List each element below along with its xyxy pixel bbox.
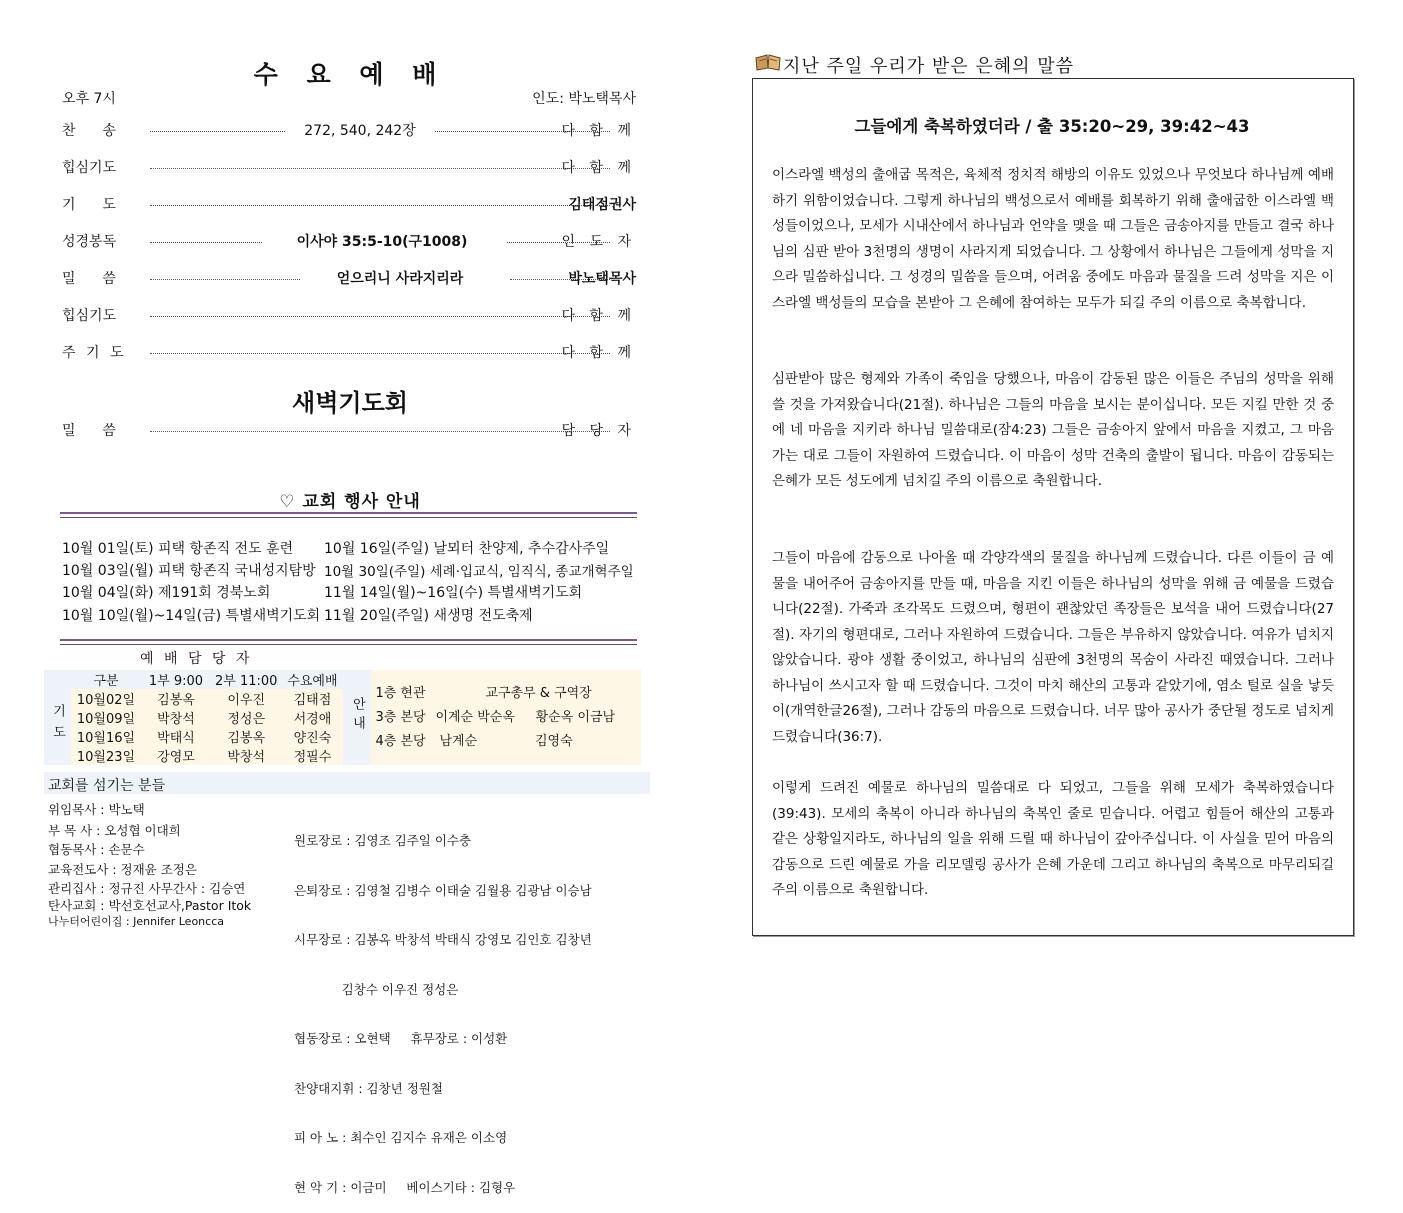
book-icon	[754, 52, 782, 76]
staff-item: 시무장로 : 김봉옥 박창석 박태식 강영모 김인호 김창년	[294, 932, 592, 947]
order-responsible: 인 도 자	[561, 234, 636, 250]
event-item: 10월 03일(월) 피택 항존직 국내성지탐방	[62, 563, 316, 579]
staff-title: 교회를 섬기는 분들	[48, 778, 166, 794]
staff-item: 나누터어린이집 : Jennifer Leoncca	[48, 915, 224, 928]
order-label: 성경봉독	[62, 234, 117, 250]
duty-table	[44, 670, 641, 765]
staff-item: 부 목 사 : 오성협 이대희	[48, 822, 181, 838]
duty-date: 10월09일	[71, 708, 141, 727]
duty-date: 10월23일	[71, 746, 141, 765]
order-label: 주 기 도	[62, 345, 127, 361]
staff-item: 탄사교회 : 박선호선교사,Pastor Itok	[48, 897, 252, 913]
sermon-paragraph: 이렇게 드려진 예물로 하나님의 밀씀대로 다 되었고, 그들을 위해 모세가 축복하였습니다(39:43). 모세의 축복이 아니라 하나님의 축복인 줄로 믿습니다. 어렵고 힘들어 해산의 고통과 같은 상황일지라도, 하나님의 일을 위해 드릴 때 하나님이 갚아주십니다. 이 사실을 믿어 마음의 감동으로 드린 예물로 가을 리모델링 공사가 은혜 가운데 그리고 하나님의 축복으로 마무리되길 주의 이름으로 축원합니다.	[772, 780, 1334, 898]
staff-item: 협동장로 : 오현택 휴무장로 : 이성환	[294, 1031, 508, 1046]
staff-list-left	[48, 802, 251, 931]
order-responsible: 다 함 께	[561, 308, 636, 324]
duty-header: 2부 11:00	[211, 670, 281, 689]
service-leader: 인도: 박노택목사	[532, 91, 636, 107]
dawn-row	[62, 420, 636, 442]
order-row	[62, 194, 636, 216]
order-label: 힙심기도	[62, 308, 117, 324]
order-label: 찬 송	[62, 123, 122, 139]
staff-item: 피 아 노 : 최수인 김지수 유재은 이소영	[294, 1130, 508, 1145]
staff-item: 찬양대지휘 : 김창년 정원철	[294, 1080, 443, 1096]
staff-item: 현 악 기 : 이금미 베이스기타 : 김형우	[294, 1179, 516, 1195]
order-label: 기 도	[62, 197, 122, 213]
order-content: 얻으리니 사라지리라	[336, 271, 464, 287]
duty-header: 수요예배	[281, 670, 343, 689]
staff-header-bar	[44, 772, 650, 794]
dawn-prayer-title: 새벽기도회	[292, 389, 408, 417]
order-responsible: 다 함 께	[561, 123, 636, 139]
wednesday-title: 수 요 예 배	[253, 60, 447, 89]
staff-item: 위임목사 : 박노택	[48, 802, 145, 817]
order-content: 이사야 35:5-10(구1008)	[296, 234, 468, 250]
duty-cell: 이우진	[211, 689, 281, 708]
sermon-paragraph: 심판받아 많은 형제와 가족이 죽임을 당했으나, 마음이 감동된 많은 이들은 주님의 성막을 위해 쓸 것을 가져왔습니다(21절). 하나님은 그들의 마음을 보시는 분이십니다. 모든 지킬 만한 것 중에 네 마음을 지키라 하나님 밀씀대로(잠4:23) 그들은 금송아지 앞에서 마음을 지켰고, 그 마음 가는 대로 그들이 자원하여 드렸습니다. 이 마음이 성막 건축의 출발이 됩니다. 마음이 감동되는 은혜가 모든 성도에게 넘치길 주의 이름으로 축원합니다.	[772, 371, 1334, 489]
duty-cell: 김봉옥	[141, 689, 211, 708]
order-responsible: 다 함 께	[561, 345, 636, 361]
staff-item: 협동목사 : 손문수	[48, 842, 145, 857]
staff-item: 김창수 이우진 정성은	[294, 981, 459, 997]
dawn-responsible: 담 당 자	[561, 423, 636, 439]
dawn-label: 밀 씀	[62, 423, 122, 439]
duty-cell: 박창석	[141, 708, 211, 727]
event-item: 10월 10일(월)~14일(금) 특별새벽기도회	[62, 608, 321, 624]
event-item: 11월 20일(주일) 새생명 전도축제	[324, 608, 533, 624]
event-item: 10월 16일(주일) 날뫼터 찬양제, 추수감사주일	[324, 541, 610, 557]
staff-item: 은퇴장로 : 김영철 김병수 이태술 김월용 김광남 이승남	[294, 882, 592, 898]
event-item: 11월 14일(월)~16일(수) 특별새벽기도회	[324, 585, 583, 601]
duty-date: 10월16일	[71, 727, 141, 746]
duty-cell: 박태식	[141, 727, 211, 746]
duty-header: 1부 9:00	[141, 670, 211, 689]
sermon-paragraph: 이스라엘 백성의 출애굽 목적은, 육체적 정치적 해방의 이유도 있었으나 무엇보다 하나님께 예배하기 위함이었습니다. 그렇게 하나님의 백성으로서 예배를 회복하기 위해 출애굽한 이스라엘 백성들이었으나, 모세가 시내산에서 하나님과 언약을 맺을 때 그들은 금송아지를 만들고 결국 하나님의 심판 받아 3천명의 생명이 사라지게 되었습니다. 그 상황에서 하나님은 그들에게 성막을 지으라 밀씀하십니다. 그 성경의 밀씀을 들으며, 어려움 중에도 마음과 물질을 드려 성막을 지은 이스라엘 백성들의 모습을 본받아 그 은혜에 참여하는 모두가 되길 주의 이름으로 축복합니다.	[772, 167, 1334, 311]
duty-header: 구분	[71, 670, 141, 689]
order-row	[62, 231, 636, 253]
event-item: 10월 01일(토) 피택 항존직 전도 훈련	[62, 541, 294, 557]
service-time: 오후 7시	[62, 91, 116, 107]
order-row	[62, 157, 636, 179]
duty-title: 예 배 담 당 자	[140, 651, 253, 667]
staff-item: 관리집사 : 정규진 사무간사 : 김승연	[48, 881, 246, 896]
duty-date: 10월02일	[71, 689, 141, 708]
duty-cell: 박창석	[211, 746, 281, 765]
staff-item: 원로장로 : 김영조 김주일 이수충	[294, 833, 472, 848]
guide-label: 안내	[343, 670, 371, 765]
events-title: ♡ 교회 행사 안내	[279, 492, 421, 512]
sermon-paragraph: 그들이 마음에 감동으로 나아올 때 각양각색의 물질을 하나님께 드렸습니다. 다른 이들이 금 예물을 내어주어 금송아지를 만들 때, 마음을 지킨 이들은 하나님의 성막을 위해 금 예물을 드렸습니다(22절). 가죽과 조각목도 드렸으며, 형편이 괜찮았던 족장들은 보석을 내어 드렸습니다(27절). 자기의 형편대로, 그러나 자원하여 드렸습니다. 그들은 부유하지 않았습니다. 여유가 넘치지 않았습니다. 광야 생활 중이었고, 하나님의 심판에 3천명의 목숨이 사라진 때였습니다. 그러나 하나님이 쓰시고자 할 때 드렸습니다. 그것이 마치 해산의 고통과 같았기에, 염소 털로 실을 낳듯이(개역한글26절), 그러나 감동의 마음으로 드렸습니다. 너무 많아 공사가 중단될 정도로 넘치게 드렸습니다(36:7).	[772, 550, 1334, 745]
divider	[60, 512, 637, 518]
order-row	[62, 120, 636, 142]
sermon-title: 그들에게 축복하였더라 / 출 35:20~29, 39:42~43	[854, 117, 1250, 136]
event-item: 10월 04일(화) 제191회 경북노회	[62, 585, 271, 601]
guide-row: 1층 현관 교구총무 & 구역장	[375, 685, 592, 701]
order-responsible: 김태점권사	[568, 197, 636, 213]
order-label: 밀 씀	[62, 271, 122, 287]
duty-cell: 김태점	[281, 689, 343, 708]
duty-side-label: 기도	[44, 689, 71, 765]
duty-cell: 서경애	[281, 708, 343, 727]
duty-cell: 양진숙	[281, 727, 343, 746]
order-row	[62, 268, 636, 290]
order-responsible: 박노택목사	[568, 271, 636, 287]
duty-cell: 정성은	[211, 708, 281, 727]
staff-list-right	[294, 800, 592, 1213]
order-content: 272, 540, 242장	[304, 123, 416, 139]
duty-cell: 강영모	[141, 746, 211, 765]
guide-row: 4층 본당 남계순 김영숙	[375, 733, 573, 749]
divider	[60, 639, 637, 645]
staff-item: 교육전도사 : 정재윤 조정은	[48, 861, 197, 877]
order-label: 힙심기도	[62, 160, 117, 176]
duty-cell: 김봉옥	[211, 727, 281, 746]
order-row	[62, 305, 636, 327]
event-item: 10월 30일(주일) 세례·입교식, 임직식, 종교개혁주일	[324, 564, 634, 580]
order-row	[62, 342, 636, 364]
order-responsible: 다 함 께	[561, 160, 636, 176]
duty-cell: 정필수	[281, 746, 343, 765]
sermon-heading: 지난 주일 우리가 받은 은혜의 말씀	[783, 56, 1075, 77]
guide-row: 3층 본당 이계순 박순옥 황순옥 이금남	[375, 709, 616, 725]
